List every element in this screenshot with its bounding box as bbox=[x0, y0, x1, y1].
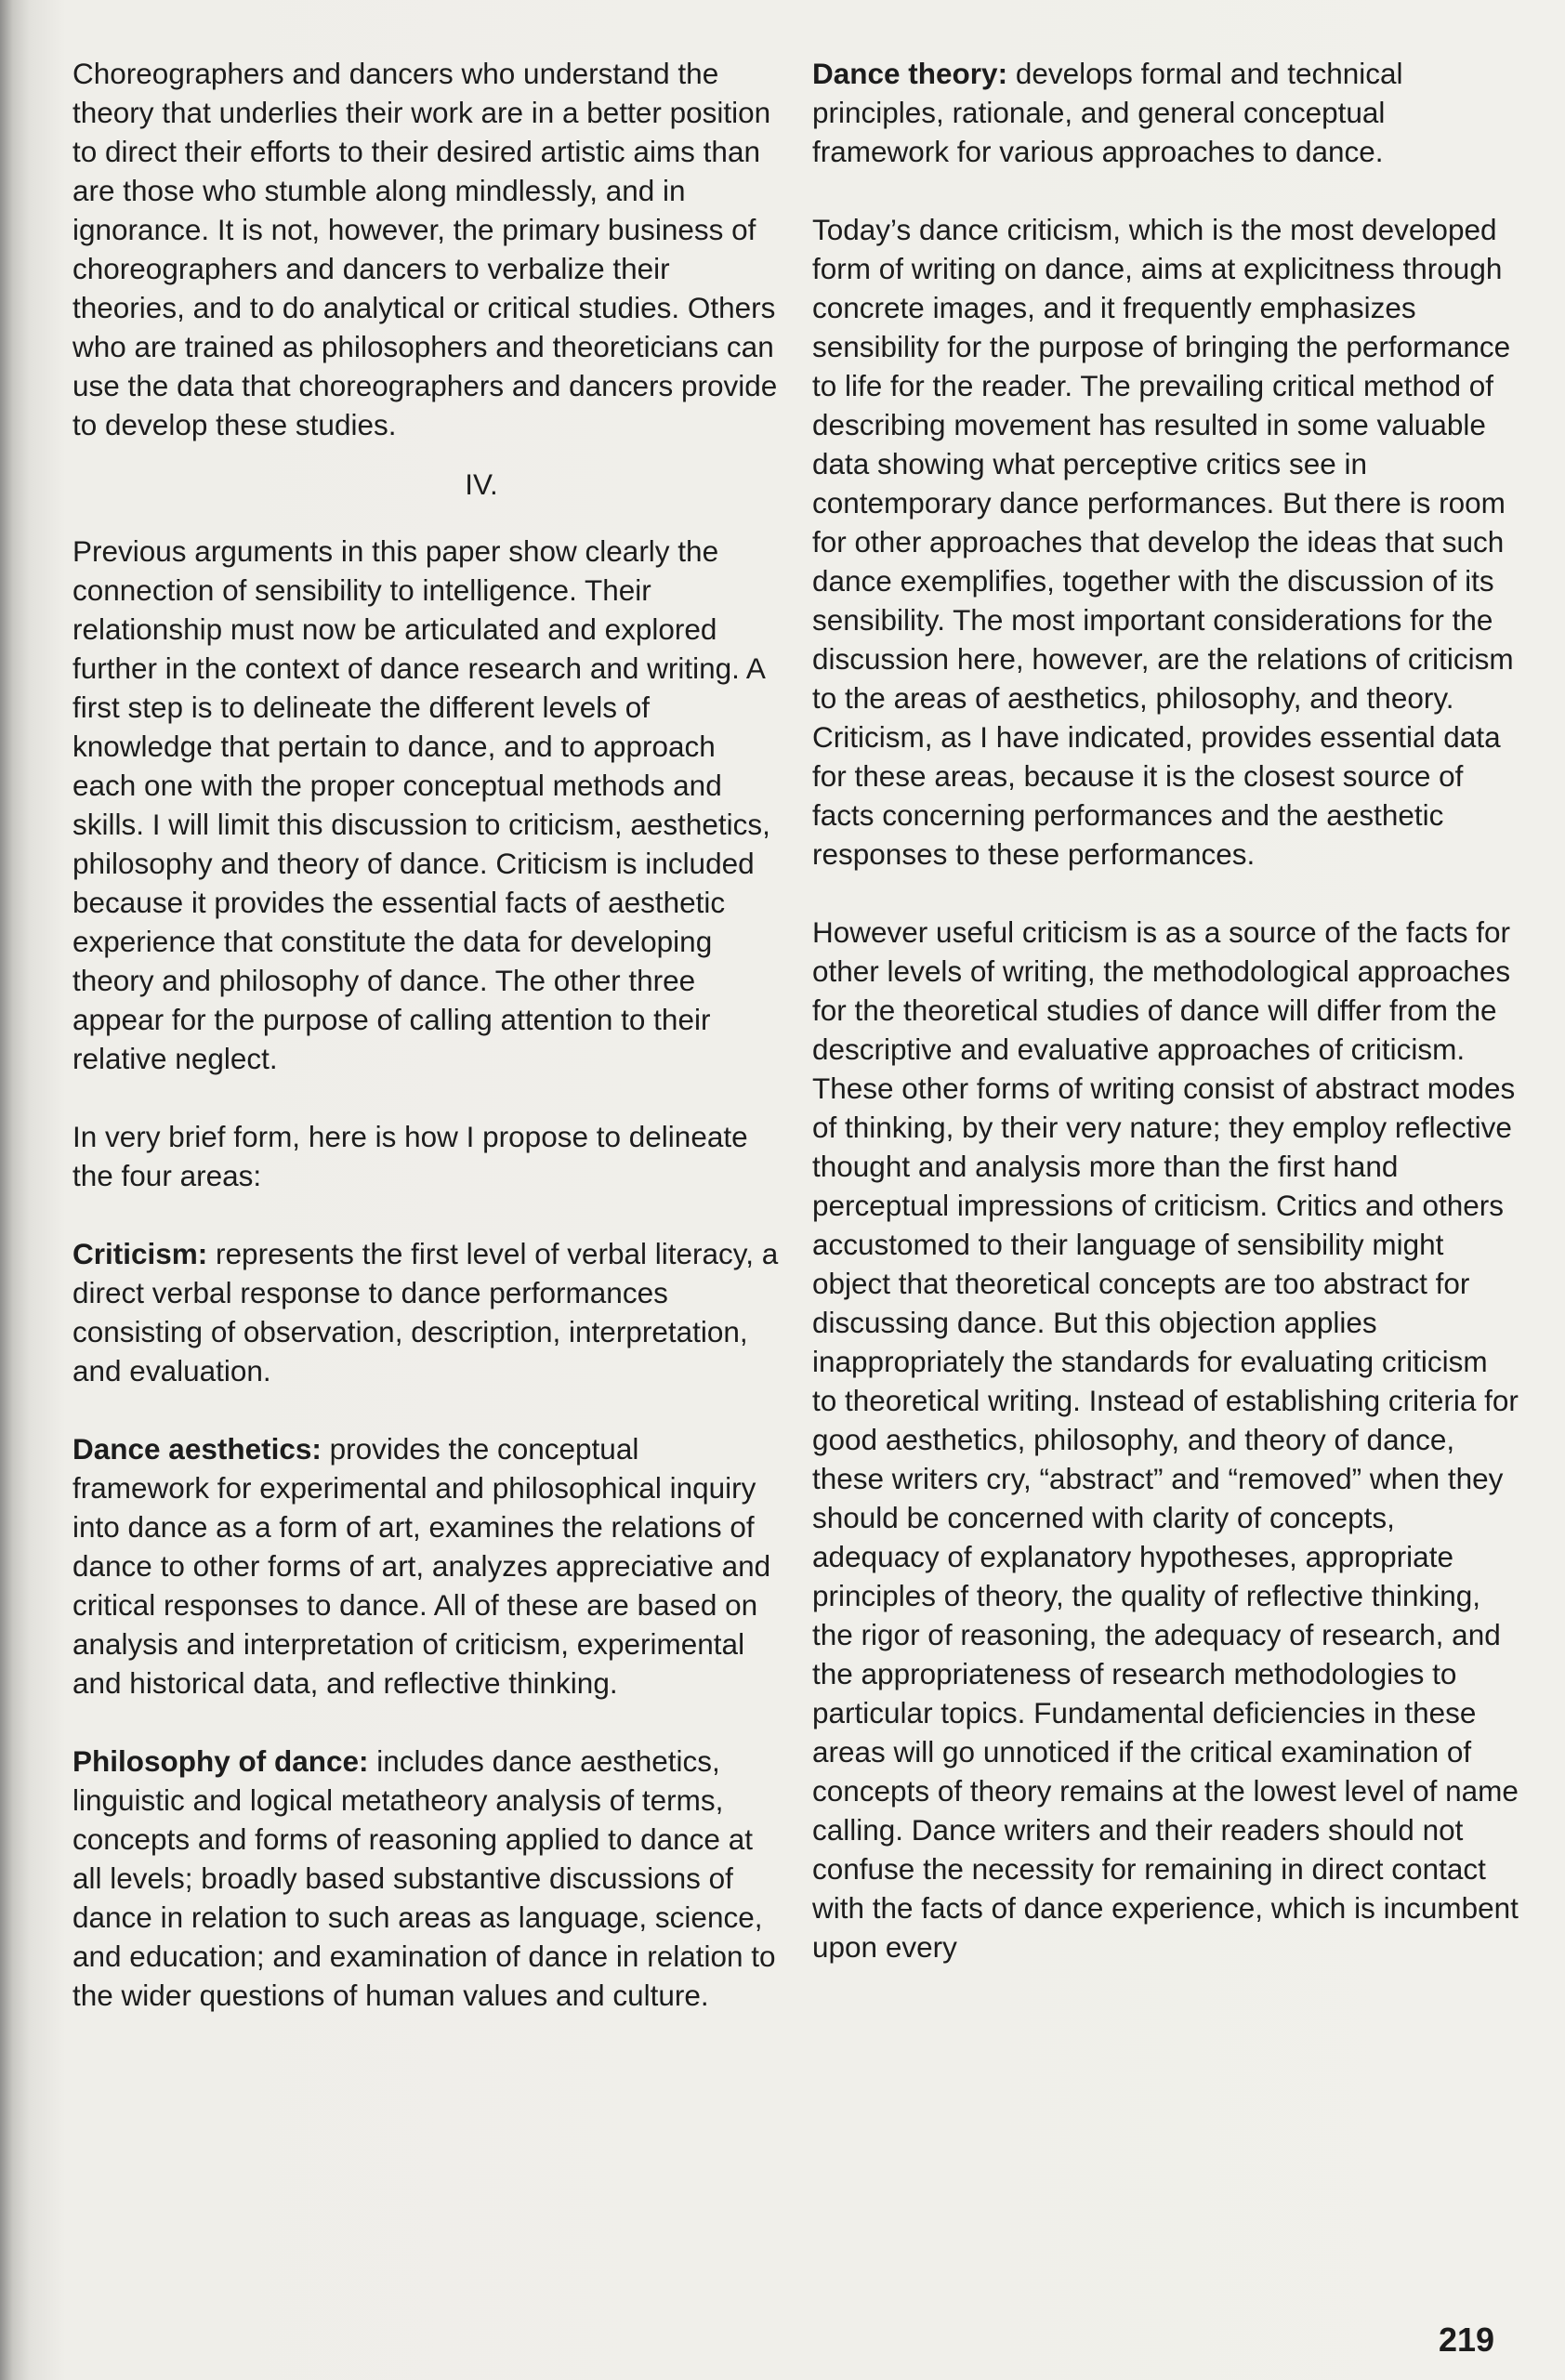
definition-text: provides the conceptual framework for experimental and philosophical inquiry into dance as a form of art, examines the relations of dance to other forms of art, analyzes appreciative and critical responses to dance. All of these are based on analysis and interpretation of criticism, experimental and historical data, and reflective thinking. bbox=[72, 1432, 771, 1700]
page-number: 219 bbox=[1439, 2321, 1495, 2359]
definition-term: Dance aesthetics: bbox=[72, 1432, 322, 1466]
definition-term: Dance theory: bbox=[812, 57, 1008, 90]
paragraph-gap bbox=[72, 1390, 779, 1429]
paragraph-gap bbox=[72, 1703, 779, 1742]
paragraph-todays-dance-criticism: Today’s dance criticism, which is the most developed form of writing on dance, aims at explicitness through concrete images, and it frequently emphasizes sensibility for the purpose of bringing the performance to life for the reader. The prevailing critical method of describing movement has resulted in some valuable data showing what perceptive critics see in contemporary dance performances. But there is room for other approaches that develop the ideas that such dance exemplifies, together with the discussion of its sensibility. The most important considerations for the discussion here, however, are the relations of criticism to the areas of aesthetics, philosophy, and theory. Criticism, as I have indicated, provides essential data for these areas, because it is the closest source of facts concerning performances and the aesthetic responses to these performances. bbox=[812, 213, 1514, 871]
definition-dance-aesthetics bbox=[72, 1429, 779, 1703]
definition-text: develops formal and technical principles, rationale, and general conceptual framework for various approaches to dance. bbox=[812, 57, 1403, 168]
definition-dance-theory bbox=[812, 54, 1519, 171]
right-column bbox=[812, 54, 1519, 1966]
paragraph-four-areas-intro: In very brief form, here is how I propose to delineate the four areas: bbox=[72, 1120, 748, 1192]
paragraph-gap bbox=[72, 1195, 779, 1234]
definition-text: includes dance aesthetics, linguistic and logical metatheory analysis of terms, concepts and forms of reasoning applied to dance at all levels; broadly based substantive discussions of dance in relation to such areas as language, science, and education; and examination of dance in relation to the wider questions of human values and culture. bbox=[72, 1744, 776, 2012]
paragraph-gap bbox=[812, 171, 1519, 210]
definition-philosophy-of-dance bbox=[72, 1742, 779, 2015]
definition-term: Criticism: bbox=[72, 1237, 208, 1270]
definition-term: Philosophy of dance: bbox=[72, 1744, 369, 1778]
section-number: IV. bbox=[465, 467, 498, 501]
paragraph-sensibility-intelligence: Previous arguments in this paper show clearly the connection of sensibility to intelligence. Their relationship must now be articulated and explored further in the context of dance research and writing. A first step is to delineate the different levels of knowledge that pertain to dance, and to approach each one with the proper conceptual methods and skills. I will limit this discussion to criticism, aesthetics, philosophy and theory of dance. Criticism is included because it provides the essential facts of aesthetic experience that constitute the data for developing theory and philosophy of dance. The other three appear for the purpose of calling attention to their relative neglect. bbox=[72, 534, 770, 1075]
definition-criticism bbox=[72, 1234, 779, 1390]
definition-text: represents the first level of verbal literacy, a direct verbal response to dance performances consisting of observation, description, interpretation, and evaluation. bbox=[72, 1237, 779, 1387]
left-column bbox=[72, 54, 779, 2015]
paragraph-gap bbox=[812, 874, 1519, 913]
paragraph-theory-underlies-work: Choreographers and dancers who understand the theory that underlies their work are in a better position to direct their efforts to their desired artistic aims than are those who stumble along mindlessly, and in ignorance. It is not, however, the primary business of choreographers and dancers to verbalize their theories, and to do analytical or critical studies. Others who are trained as philosophers and theoreticians can use the data that choreographers and dancers provide to develop these studies. bbox=[72, 57, 778, 441]
paragraph-gap bbox=[72, 1078, 779, 1117]
paragraph-methodological-approaches: However useful criticism is as a source of the facts for other levels of writing, the methodological approaches for the theoretical studies of dance will differ from the descriptive and evaluative approaches of criticism. These other forms of writing consist of abstract modes of thinking, by their very nature; they employ reflective thought and analysis more than the first hand perceptual impressions of criticism. Critics and others accustomed to their language of sensibility might object that theoretical concepts are too abstract for discussing dance. But this objection applies inappropriately the standards for evaluating criticism to theoretical writing. Instead of establishing criteria for good aesthetics, philosophy, and theory of dance, these writers cry, “abstract” and “removed” when they should be concerned with clarity of concepts, adequacy of explanatory hypotheses, appropriate principles of theory, the quality of reflective thinking, the rigor of reasoning, the adequacy of research, and the appropriateness of research methodologies to particular topics. Fundamental deficiencies in these areas will go unnoticed if the critical examination of concepts of theory remains at the lowest level of name calling. Dance writers and their readers should not confuse the necessity for remaining in direct contact with the facts of dance experience, which is incumbent upon every bbox=[812, 915, 1519, 1964]
